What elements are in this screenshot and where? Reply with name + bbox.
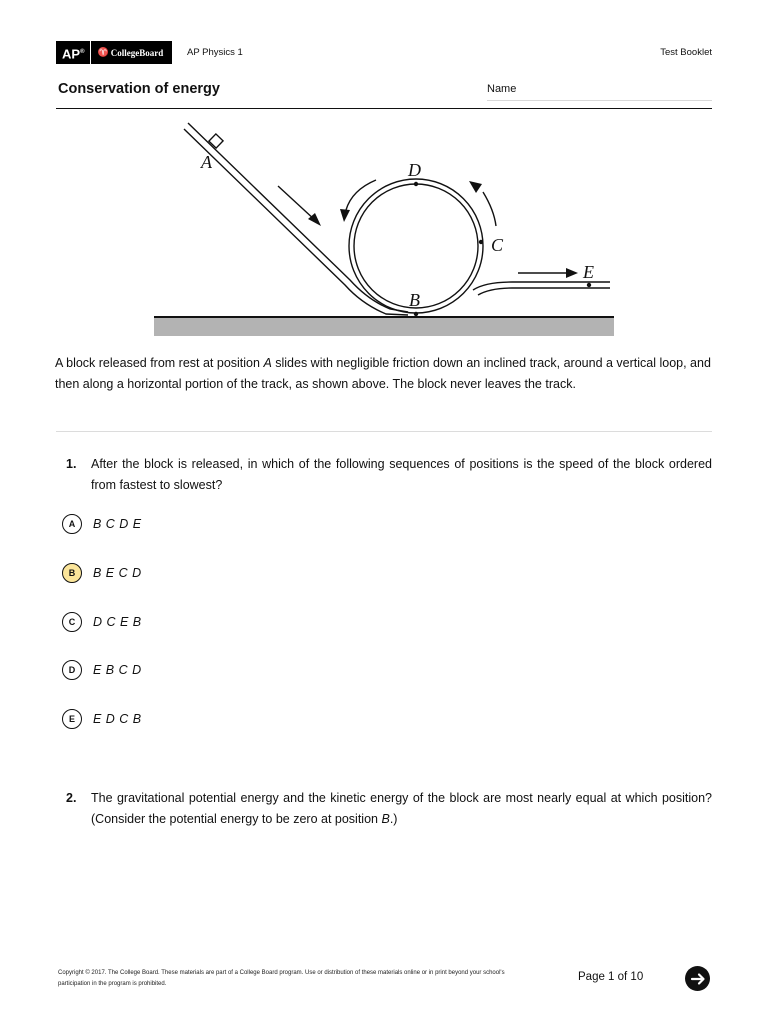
question-1 <box>56 454 712 496</box>
page-title: Conservation of energy <box>58 81 220 97</box>
option-text: D C E B <box>93 615 142 629</box>
arrow-right-icon <box>690 971 706 987</box>
option-c[interactable] <box>62 611 142 633</box>
option-a[interactable] <box>62 513 142 535</box>
name-label: Name <box>487 83 517 95</box>
option-b[interactable] <box>62 562 142 584</box>
label-d: D <box>408 160 421 180</box>
direction-arrows <box>278 180 570 273</box>
answer-bubble-a[interactable]: A <box>62 514 82 534</box>
ground <box>154 317 614 336</box>
name-field-line <box>487 100 712 101</box>
option-text: B E C D <box>93 566 142 580</box>
acorn-icon: ♈ <box>97 47 109 57</box>
ap-collegeboard-logo <box>56 41 172 64</box>
option-text: E D C B <box>93 712 142 726</box>
label-c: C <box>491 235 504 255</box>
stem-divider <box>56 431 712 432</box>
label-b: B <box>409 290 420 310</box>
point-e-dot <box>587 283 591 287</box>
loop-track-diagram <box>140 118 630 343</box>
point-c-dot <box>479 240 483 244</box>
next-page-button[interactable] <box>685 966 710 991</box>
arrow-heads <box>308 181 578 278</box>
option-d[interactable] <box>62 659 142 681</box>
option-text: E B C D <box>93 663 142 677</box>
option-text: B C D E <box>93 517 142 531</box>
course-name: AP Physics 1 <box>187 47 243 58</box>
answer-bubble-b[interactable]: B <box>62 563 82 583</box>
option-e[interactable] <box>62 708 142 730</box>
answer-bubble-e[interactable]: E <box>62 709 82 729</box>
answer-bubble-d[interactable]: D <box>62 660 82 680</box>
logo-ap: AP® <box>56 41 91 64</box>
answer-bubble-c[interactable]: C <box>62 612 82 632</box>
question-stem: A block released from rest at position A slides with negligible friction down an inclined track, around a vertical loop, and then along a horizontal portion of the track, as shown above. The block never leaves the track. <box>55 356 711 391</box>
point-b-dot <box>414 312 418 316</box>
page-indicator: Page 1 of 10 <box>578 971 644 983</box>
booklet-label: Test Booklet <box>660 47 712 58</box>
header-rule <box>56 108 712 109</box>
point-d-dot <box>414 182 418 186</box>
question-text: After the block is released, in which of the following sequences of positions is the speed of the block ordered from fastest to slowest? <box>91 457 712 492</box>
logo-collegeboard: ♈ CollegeBoard <box>97 47 164 58</box>
label-a: A <box>201 152 212 172</box>
copyright-notice: Copyright © 2017. The College Board. These materials are part of a College Board program. Use or distribution of these materials online or in print beyond your school's participation in the program is prohibited. <box>58 970 505 987</box>
question-2 <box>56 788 712 830</box>
question-text: The gravitational potential energy and the kinetic energy of the block are most nearly equal at which position? (Consider the potential energy to be zero at position B.) <box>91 791 712 826</box>
question-number: 2. <box>66 791 77 805</box>
incline-track <box>184 123 408 315</box>
page-header <box>56 41 712 65</box>
label-e: E <box>583 262 594 282</box>
question-number: 1. <box>66 457 77 471</box>
